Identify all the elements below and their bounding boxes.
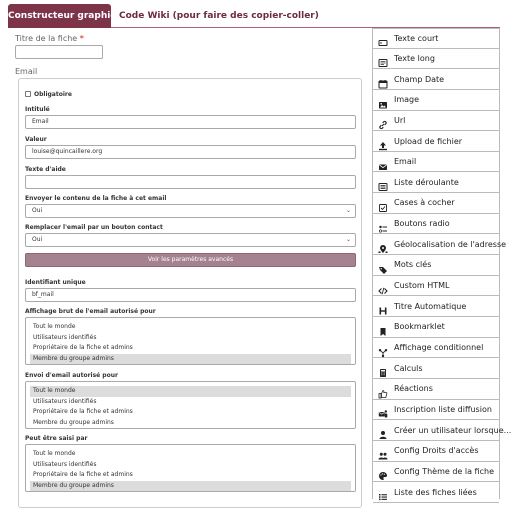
chevron-down-icon: ⌄ xyxy=(345,207,351,214)
listbox-option[interactable]: Utilisateurs identifiés xyxy=(33,460,97,468)
field-type-label: Upload de fichier xyxy=(394,136,463,146)
envoyer-label: Envoyer le contenu de la fiche à cet email xyxy=(25,195,167,202)
users-icon xyxy=(378,446,388,456)
field-type-label: Texte long xyxy=(394,53,435,63)
fiche-title-label: Titre de la fiche * xyxy=(15,34,84,43)
intitule-input[interactable]: Email xyxy=(25,115,356,129)
listbox-option[interactable]: Membre du groupe admins xyxy=(33,418,114,426)
code-icon xyxy=(378,281,388,291)
field-type-label: Titre Automatique xyxy=(394,301,467,311)
obligatoire-checkbox[interactable] xyxy=(25,91,31,97)
bookmark-icon xyxy=(378,322,388,332)
envoyer-select[interactable] xyxy=(25,204,356,218)
field-type-label: Config Thème de la fiche xyxy=(394,466,494,476)
valeur-label: Valeur xyxy=(25,136,47,143)
envoi-listbox[interactable] xyxy=(25,381,356,429)
field-type-branch[interactable] xyxy=(373,338,499,359)
field-settings-card xyxy=(18,78,362,508)
field-type-palette xyxy=(372,28,511,499)
affichage-listbox[interactable] xyxy=(25,317,356,365)
field-type-label: Boutons radio xyxy=(394,219,450,229)
chevron-down-icon: ⌄ xyxy=(345,236,351,243)
field-type-label: Affichage conditionnel xyxy=(394,343,484,353)
field-type-label: Cases à cocher xyxy=(394,198,455,208)
required-marker: * xyxy=(79,34,84,43)
tags-icon xyxy=(378,260,388,270)
saisi-label: Peut être saisi par xyxy=(25,435,88,442)
identifiant-label: Identifiant unique xyxy=(25,279,86,286)
field-type-label: Inscription liste diffusion xyxy=(394,404,492,414)
listbox-option[interactable]: Propriétaire de la fiche et admins xyxy=(33,408,133,415)
field-type-tags[interactable] xyxy=(373,255,499,276)
link-icon xyxy=(378,115,388,125)
list-ul-icon xyxy=(378,487,388,497)
envoyer-select-value: Oui xyxy=(32,207,43,214)
user-icon xyxy=(378,425,388,435)
field-type-label: Géolocalisation de l'adresse xyxy=(394,239,507,249)
field-type-label: Image xyxy=(394,95,420,105)
branch-icon xyxy=(378,343,388,353)
field-type-heading[interactable] xyxy=(373,296,499,317)
remplacer-label: Remplacer l'email par un bouton contact xyxy=(25,224,163,231)
obligatoire-row xyxy=(25,89,72,99)
listbox-option[interactable]: Utilisateurs identifiés xyxy=(33,333,97,341)
field-type-upload[interactable] xyxy=(373,131,499,152)
listbox-option[interactable]: Tout le monde xyxy=(33,450,76,457)
tab-constructeur-graphique[interactable]: Constructeur graphique xyxy=(8,4,111,28)
listbox-option[interactable]: Membre du groupe admins xyxy=(30,481,351,492)
field-type-thumbs-up[interactable] xyxy=(373,379,499,400)
remplacer-select[interactable] xyxy=(25,233,356,247)
fiche-title-input[interactable] xyxy=(15,45,103,59)
listbox-option[interactable]: Propriétaire de la fiche et admins xyxy=(33,344,133,351)
listbox-option[interactable]: Membre du groupe admins xyxy=(30,354,351,365)
listbox-option[interactable]: Tout le monde xyxy=(30,386,351,397)
field-type-label: Liste des fiches liées xyxy=(394,487,477,497)
field-type-label: Texte court xyxy=(394,33,439,43)
field-type-label: Config Droits d'accès xyxy=(394,446,479,456)
field-type-label: Bookmarklet xyxy=(394,322,445,332)
field-type-label: Champ Date xyxy=(394,74,445,84)
field-type-label: Url xyxy=(394,115,406,125)
field-type-label: Custom HTML xyxy=(394,281,450,291)
upload-icon xyxy=(378,136,388,146)
field-type-textarea[interactable] xyxy=(373,49,499,70)
aide-label: Texte d'aide xyxy=(25,166,66,173)
field-type-label: Créer un utilisateur lorsque... xyxy=(394,425,511,435)
field-type-label: Réactions xyxy=(394,384,433,394)
form-builder-panel xyxy=(15,28,365,499)
field-type-users[interactable] xyxy=(373,441,499,462)
thumbs-up-icon xyxy=(378,384,388,394)
image-icon xyxy=(378,95,388,105)
mail-list-icon xyxy=(378,404,388,414)
saisi-listbox[interactable] xyxy=(25,444,356,492)
identifiant-input[interactable]: bf_mail xyxy=(25,288,356,302)
field-type-calculator[interactable] xyxy=(373,358,499,379)
field-type-bookmark[interactable] xyxy=(373,317,499,338)
field-type-label: Calculs xyxy=(394,363,423,373)
list-icon xyxy=(378,177,388,187)
field-type-envelope[interactable] xyxy=(373,152,499,173)
listbox-option[interactable]: Utilisateurs identifiés xyxy=(33,397,97,405)
calendar-icon xyxy=(378,74,388,84)
affichage-label: Affichage brut de l'email autorisé pour xyxy=(25,308,156,315)
palette-icon xyxy=(378,466,388,476)
envelope-icon xyxy=(378,157,388,167)
field-type-text-field[interactable] xyxy=(373,28,499,49)
textarea-icon xyxy=(378,53,388,63)
field-type-calendar[interactable] xyxy=(373,69,499,90)
aide-input[interactable] xyxy=(25,175,356,189)
obligatoire-label: Obligatoire xyxy=(34,90,72,98)
tab-code-wiki[interactable]: Code Wiki (pour faire des copier-coller) xyxy=(119,11,319,21)
heading-icon xyxy=(378,301,388,311)
intitule-label: Intitulé xyxy=(25,106,50,113)
calculator-icon xyxy=(378,363,388,373)
envoi-label: Envoi d'email autorisé pour xyxy=(25,372,118,379)
listbox-option[interactable]: Propriétaire de la fiche et admins xyxy=(33,471,133,478)
field-type-label: Liste déroulante xyxy=(394,177,459,187)
field-type-list[interactable] xyxy=(373,173,499,194)
field-type-mail-list[interactable] xyxy=(373,400,499,421)
field-type-code[interactable] xyxy=(373,276,499,297)
field-type-user[interactable] xyxy=(373,420,511,441)
field-type-map-marker[interactable] xyxy=(373,235,507,256)
field-section-title: Email xyxy=(15,67,38,76)
field-type-list-ul[interactable] xyxy=(373,482,499,503)
field-type-radio-list[interactable] xyxy=(373,214,499,235)
text-field-icon xyxy=(378,33,388,43)
field-type-palette[interactable] xyxy=(373,462,499,483)
map-marker-icon xyxy=(378,239,388,249)
field-type-image[interactable] xyxy=(373,90,499,111)
remplacer-select-value: Oui xyxy=(32,236,43,243)
listbox-option[interactable]: Tout le monde xyxy=(33,323,76,330)
valeur-input[interactable]: louise@quincaillere.org xyxy=(25,145,356,159)
advanced-settings-button[interactable]: Voir les paramètres avancés xyxy=(25,253,356,267)
field-type-link[interactable] xyxy=(373,111,499,132)
checkbox-icon xyxy=(378,198,388,208)
field-type-label: Mots clés xyxy=(394,260,432,270)
tab-bar xyxy=(8,4,500,28)
field-type-label: Email xyxy=(394,157,417,167)
field-type-checkbox[interactable] xyxy=(373,193,499,214)
radio-list-icon xyxy=(378,219,388,229)
